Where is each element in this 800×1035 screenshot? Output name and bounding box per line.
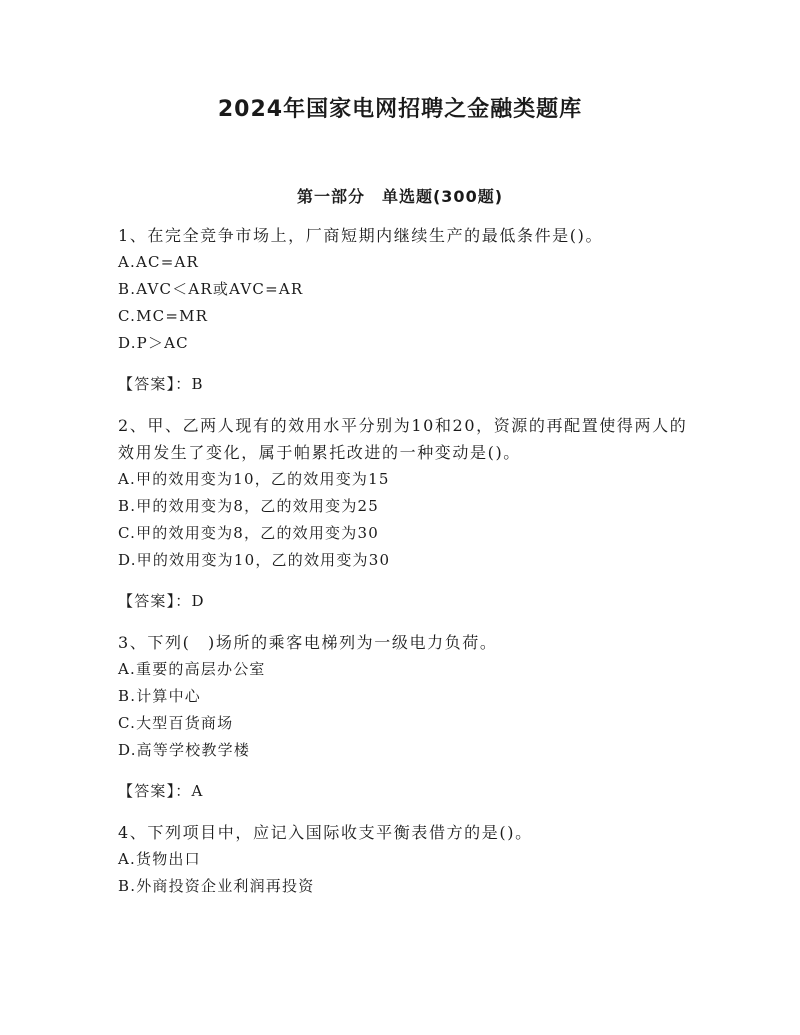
question-stem: 2、甲、乙两人现有的效用水平分别为10和20，资源的再配置使得两人的效用发生了变化，属于帕累托改进的一种变动是()。 <box>118 416 688 462</box>
question-2 <box>118 412 698 615</box>
option-d: D.P＞AC <box>118 334 189 352</box>
answer: 【答案】：A <box>118 782 204 800</box>
answer: 【答案】：D <box>118 592 205 610</box>
answer: 【答案】：B <box>118 375 204 393</box>
question-stem: 3、下列( )场所的乘客电梯列为一级电力负荷。 <box>118 633 498 652</box>
question-stem: 4、下列项目中，应记入国际收支平衡表借方的是()。 <box>118 823 533 842</box>
option-d: D.高等学校教学楼 <box>118 741 251 759</box>
option-a: A.AC=AR <box>118 253 200 271</box>
option-a: A.重要的高层办公室 <box>118 660 266 678</box>
option-c: C.大型百货商场 <box>118 714 234 732</box>
option-a: A.货物出口 <box>118 850 201 868</box>
option-b: B.外商投资企业利润再投资 <box>118 877 315 895</box>
option-c: C.MC=MR <box>118 307 209 325</box>
question-3 <box>118 629 698 805</box>
question-list <box>118 222 698 914</box>
document-title: 2024年国家电网招聘之金融类题库 <box>217 97 583 122</box>
option-a: A.甲的效用变为10，乙的效用变为15 <box>118 470 390 488</box>
question-4 <box>118 819 698 900</box>
question-stem: 1、在完全竞争市场上，厂商短期内继续生产的最低条件是()。 <box>118 226 604 245</box>
option-b: B.甲的效用变为8，乙的效用变为25 <box>118 497 380 515</box>
question-1 <box>118 222 698 398</box>
option-b: B.AVC＜AR或AVC=AR <box>118 280 304 298</box>
section-title: 第一部分 单选题(300题) <box>296 187 504 206</box>
option-d: D.甲的效用变为10，乙的效用变为30 <box>118 551 391 569</box>
option-c: C.甲的效用变为8，乙的效用变为30 <box>118 524 379 542</box>
option-b: B.计算中心 <box>118 687 201 705</box>
